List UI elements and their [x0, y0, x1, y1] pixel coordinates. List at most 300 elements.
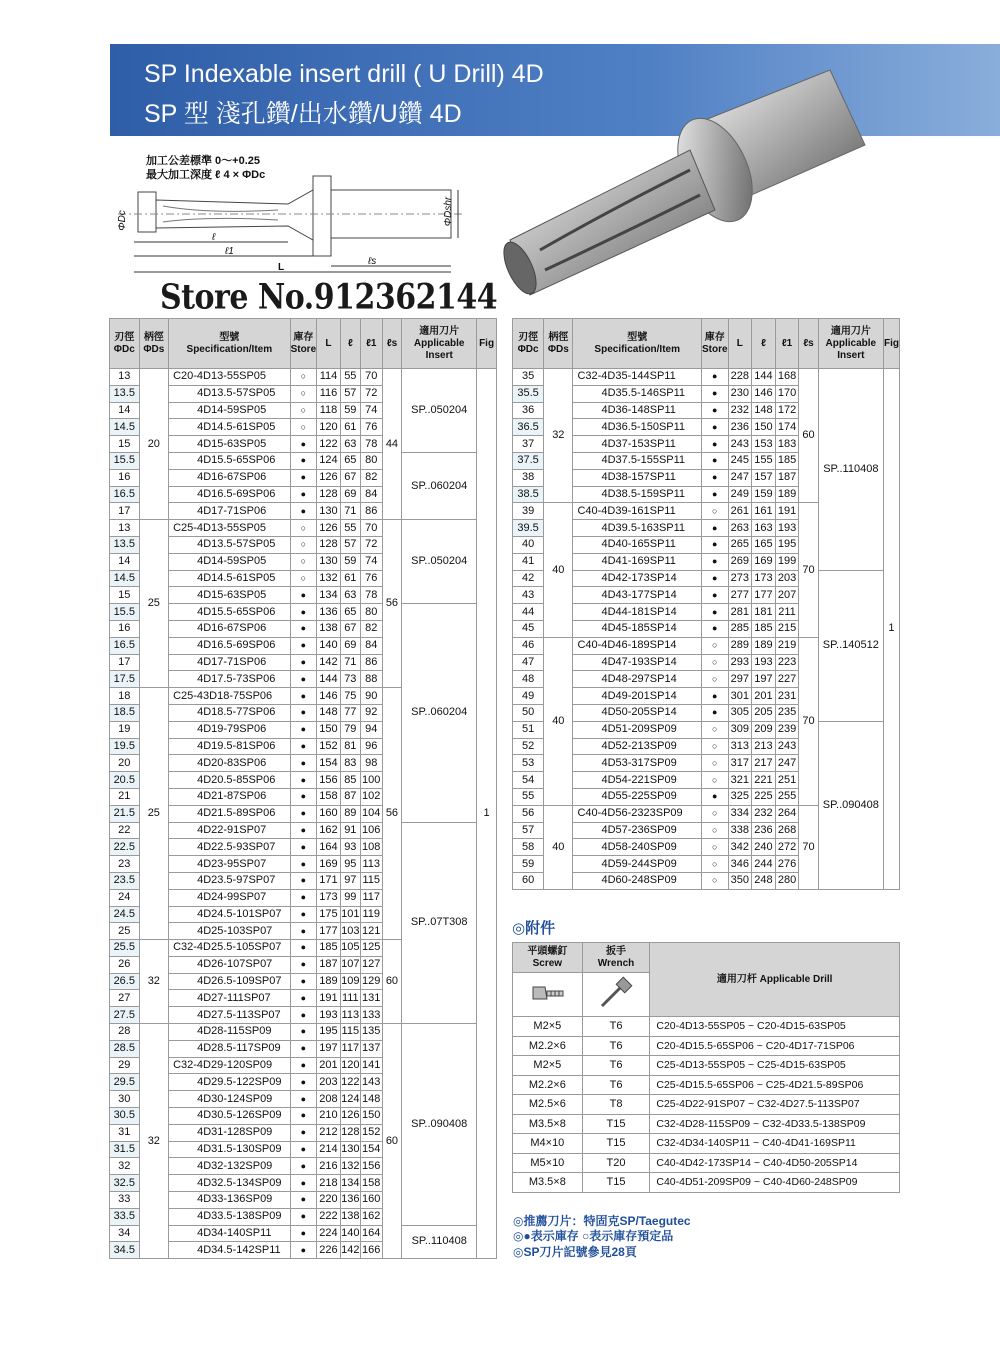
- cell-store: ●: [701, 704, 728, 721]
- table-row: [513, 1153, 900, 1173]
- cell-screw: M4×10: [513, 1134, 583, 1154]
- cell-l: 185: [752, 620, 776, 637]
- cell-spec: 4D20-83SP06: [169, 755, 290, 772]
- cell-spec: 4D54-221SP09: [573, 772, 702, 789]
- cell-L: 236: [728, 419, 752, 436]
- cell-spec: 4D36.5-150SP11: [573, 419, 702, 436]
- cell-store: ●: [290, 1208, 317, 1225]
- cell-spec: 4D43-177SP14: [573, 587, 702, 604]
- cell-l1: 94: [360, 721, 382, 738]
- cell-dc: 17.5: [110, 671, 140, 688]
- cell-L: 195: [317, 1024, 341, 1041]
- cell-store: ●: [701, 570, 728, 587]
- cell-spec: 4D19.5-81SP06: [169, 738, 290, 755]
- cell-L: 261: [728, 503, 752, 520]
- cell-dc: 22: [110, 822, 140, 839]
- cell-l1: 168: [775, 369, 799, 386]
- cell-l: 232: [752, 805, 776, 822]
- cell-spec: 4D19-79SP06: [169, 721, 290, 738]
- cell-l1: 183: [775, 436, 799, 453]
- cell-L: 120: [317, 419, 341, 436]
- cell-L: 247: [728, 469, 752, 486]
- cell-dc: 13: [110, 369, 140, 386]
- cell-spec: 4D16.5-69SP06: [169, 486, 290, 503]
- cell-spec: 4D47-193SP14: [573, 654, 702, 671]
- cell-l: 59: [340, 553, 360, 570]
- drill-photo: [500, 60, 880, 320]
- cell-dc: 32: [110, 1158, 140, 1175]
- cell-dc: 46: [513, 637, 544, 654]
- cell-dc: 15: [110, 587, 140, 604]
- cell-l: 201: [752, 688, 776, 705]
- cell-l1: 82: [360, 620, 382, 637]
- cell-dc: 60: [513, 872, 544, 889]
- cell-dc: 32.5: [110, 1175, 140, 1192]
- cell-drill: C40-4D51-209SP09 ~ C40-4D60-248SP09: [650, 1173, 900, 1193]
- table-row: [513, 1017, 900, 1037]
- cell-l1: 133: [360, 1007, 382, 1024]
- cell-l1: 78: [360, 436, 382, 453]
- cell-store: ●: [290, 956, 317, 973]
- cell-l: 61: [340, 570, 360, 587]
- cell-store: ●: [290, 654, 317, 671]
- cell-l: 109: [340, 973, 360, 990]
- cell-spec: 4D39.5-163SP11: [573, 520, 702, 537]
- cell-spec: 4D33.5-138SP09: [169, 1208, 290, 1225]
- cell-l: 134: [340, 1175, 360, 1192]
- cell-L: 243: [728, 436, 752, 453]
- cell-dc: 29: [110, 1057, 140, 1074]
- cell-L: 140: [317, 637, 341, 654]
- cell-L: 160: [317, 805, 341, 822]
- cell-l: 71: [340, 503, 360, 520]
- cell-dc: 36.5: [513, 419, 544, 436]
- cell-L: 346: [728, 856, 752, 873]
- col-ds-header: 柄徑 ΦDs: [139, 319, 169, 369]
- cell-ls: 60: [382, 940, 402, 1024]
- store-watermark: Store No.912362144: [160, 277, 498, 318]
- cell-dc: 38: [513, 469, 544, 486]
- cell-L: 321: [728, 772, 752, 789]
- cell-store: ○: [701, 822, 728, 839]
- cell-l: 217: [752, 755, 776, 772]
- cell-l1: 84: [360, 637, 382, 654]
- cell-l: 221: [752, 772, 776, 789]
- cell-spec: 4D14-59SP05: [169, 402, 290, 419]
- cell-l: 153: [752, 436, 776, 453]
- cell-l: 99: [340, 889, 360, 906]
- cell-ds: 40: [544, 637, 573, 805]
- cell-dc: 39: [513, 503, 544, 520]
- col-l1-header: ℓ1: [360, 319, 382, 369]
- col-l1-header: ℓ1: [775, 319, 799, 369]
- cell-store: ○: [701, 805, 728, 822]
- cell-l: 111: [340, 990, 360, 1007]
- cell-store: ○: [701, 654, 728, 671]
- cell-L: 138: [317, 620, 341, 637]
- cell-spec: 4D15-63SP05: [169, 587, 290, 604]
- cell-spec: 4D53-317SP09: [573, 755, 702, 772]
- cell-l1: 251: [775, 772, 799, 789]
- cell-screw: M3.5×8: [513, 1173, 583, 1193]
- cell-l1: 90: [360, 688, 382, 705]
- cell-L: 126: [317, 469, 341, 486]
- cell-store: ●: [290, 452, 317, 469]
- cell-L: 301: [728, 688, 752, 705]
- cell-l: 225: [752, 788, 776, 805]
- cell-store: ●: [290, 704, 317, 721]
- cell-store: ○: [701, 671, 728, 688]
- cell-ds: 20: [139, 369, 169, 520]
- cell-store: ●: [290, 1124, 317, 1141]
- cell-l: 177: [752, 587, 776, 604]
- cell-store: ●: [290, 469, 317, 486]
- cell-spec: 4D24-99SP07: [169, 889, 290, 906]
- cell-L: 148: [317, 704, 341, 721]
- cell-l1: 129: [360, 973, 382, 990]
- cell-store: ●: [701, 419, 728, 436]
- cell-drill: C25-4D13-55SP05 ~ C25-4D15-63SP05: [650, 1056, 900, 1076]
- cell-store: ●: [290, 1040, 317, 1057]
- cell-store: ●: [290, 1225, 317, 1242]
- cell-l: 59: [340, 402, 360, 419]
- cell-l1: 76: [360, 570, 382, 587]
- cell-ls: 70: [799, 503, 818, 637]
- cell-ls: 56: [382, 688, 402, 940]
- cell-store: ●: [290, 1074, 317, 1091]
- cell-L: 309: [728, 721, 752, 738]
- cell-l1: 125: [360, 940, 382, 957]
- cell-l: 67: [340, 469, 360, 486]
- cell-ls: 60: [799, 369, 818, 503]
- cell-l1: 170: [775, 385, 799, 402]
- cell-spec: 4D34-140SP11: [169, 1225, 290, 1242]
- cell-dc: 50: [513, 704, 544, 721]
- cell-spec: 4D20.5-85SP06: [169, 772, 290, 789]
- cell-spec: 4D15-63SP05: [169, 436, 290, 453]
- cell-L: 317: [728, 755, 752, 772]
- cell-store: ●: [290, 436, 317, 453]
- cell-spec: 4D52-213SP09: [573, 738, 702, 755]
- cell-l: 93: [340, 839, 360, 856]
- cell-dc: 59: [513, 856, 544, 873]
- cell-store: ○: [290, 419, 317, 436]
- cell-l1: 223: [775, 654, 799, 671]
- col-spec-header: 型號 Specification/Item: [573, 319, 702, 369]
- cell-dc: 35: [513, 369, 544, 386]
- cell-spec: 4D31.5-130SP09: [169, 1141, 290, 1158]
- cell-l: 120: [340, 1057, 360, 1074]
- cell-ls: 70: [799, 637, 818, 805]
- cell-dc: 15.5: [110, 452, 140, 469]
- cell-insert: SP..090408: [402, 1024, 477, 1226]
- cell-spec: 4D16-67SP06: [169, 469, 290, 486]
- cell-l: 209: [752, 721, 776, 738]
- cell-l1: 86: [360, 503, 382, 520]
- cell-L: 126: [317, 520, 341, 537]
- col-ls-header: ℓs: [382, 319, 402, 369]
- cell-dc: 14: [110, 402, 140, 419]
- cell-l: 236: [752, 822, 776, 839]
- cell-spec: 4D32-132SP09: [169, 1158, 290, 1175]
- cell-spec: 4D17-71SP06: [169, 503, 290, 520]
- cell-dc: 55: [513, 788, 544, 805]
- cell-l1: 211: [775, 604, 799, 621]
- cell-l1: 117: [360, 889, 382, 906]
- cell-dc: 15: [110, 436, 140, 453]
- cell-fig: 1: [477, 369, 497, 1259]
- cell-dc: 20: [110, 755, 140, 772]
- cell-l: 136: [340, 1192, 360, 1209]
- cell-dc: 34: [110, 1225, 140, 1242]
- cell-l: 95: [340, 856, 360, 873]
- cell-l: 169: [752, 553, 776, 570]
- cell-l1: 219: [775, 637, 799, 654]
- cell-spec: 4D48-297SP14: [573, 671, 702, 688]
- cell-spec: 4D37.5-155SP11: [573, 452, 702, 469]
- col-ls-header: ℓs: [799, 319, 818, 369]
- cell-l1: 239: [775, 721, 799, 738]
- cell-l1: 227: [775, 671, 799, 688]
- cell-store: ○: [290, 520, 317, 537]
- cell-dc: 16: [110, 620, 140, 637]
- cell-spec: 4D28.5-117SP09: [169, 1040, 290, 1057]
- table-row: [110, 1024, 497, 1041]
- cell-l1: 106: [360, 822, 382, 839]
- cell-spec: 4D31-128SP09: [169, 1124, 290, 1141]
- L-label: L: [278, 262, 285, 273]
- cell-dc: 25.5: [110, 940, 140, 957]
- cell-spec: C20-4D13-55SP05: [169, 369, 290, 386]
- cell-l: 205: [752, 704, 776, 721]
- cell-ls: 56: [382, 520, 402, 688]
- cell-insert: SP..060204: [402, 604, 477, 822]
- cell-l1: 199: [775, 553, 799, 570]
- cell-L: 285: [728, 620, 752, 637]
- cell-l1: 80: [360, 604, 382, 621]
- cell-l1: 119: [360, 906, 382, 923]
- cell-spec: 4D21-87SP06: [169, 788, 290, 805]
- cell-dc: 16.5: [110, 486, 140, 503]
- cell-l1: 207: [775, 587, 799, 604]
- cell-spec: 4D14.5-61SP05: [169, 570, 290, 587]
- cell-dc: 16: [110, 469, 140, 486]
- cell-insert: SP..110408: [818, 369, 883, 571]
- cell-l1: 78: [360, 587, 382, 604]
- cell-drill: C32-4D28-115SP09 ~ C32-4D33.5-138SP09: [650, 1114, 900, 1134]
- cell-dc: 48: [513, 671, 544, 688]
- cell-L: 171: [317, 872, 341, 889]
- cell-spec: 4D13.5-57SP05: [169, 385, 290, 402]
- cell-L: 177: [317, 923, 341, 940]
- cell-dc: 23.5: [110, 872, 140, 889]
- cell-dc: 28.5: [110, 1040, 140, 1057]
- legend-insert: ◎推薦刀片：特固克SP/Taegutec: [513, 1214, 691, 1228]
- cell-l1: 74: [360, 402, 382, 419]
- cell-store: ●: [701, 486, 728, 503]
- title-zh: SP 型 淺孔鑽/出水鑽/U鑽 4D: [144, 100, 462, 128]
- cell-store: ○: [290, 385, 317, 402]
- cell-dc: 31.5: [110, 1141, 140, 1158]
- cell-store: ●: [290, 587, 317, 604]
- cell-l: 77: [340, 704, 360, 721]
- cell-dc: 18: [110, 688, 140, 705]
- cell-spec: 4D28-115SP09: [169, 1024, 290, 1041]
- cell-spec: 4D25-103SP07: [169, 923, 290, 940]
- cell-spec: 4D38-157SP11: [573, 469, 702, 486]
- cell-dc: 19.5: [110, 738, 140, 755]
- cell-l1: 92: [360, 704, 382, 721]
- cell-l: 142: [340, 1242, 360, 1259]
- col-ds-header: 柄徑 ΦDs: [544, 319, 573, 369]
- cell-drill: C20-4D13-55SP05 ~ C20-4D15-63SP05: [650, 1017, 900, 1037]
- cell-ls: 44: [382, 369, 402, 520]
- cell-store: ●: [701, 520, 728, 537]
- cell-dc: 58: [513, 839, 544, 856]
- cell-l: 159: [752, 486, 776, 503]
- cell-spec: 4D41-169SP11: [573, 553, 702, 570]
- cell-store: ○: [701, 637, 728, 654]
- cell-l: 65: [340, 452, 360, 469]
- cell-l: 63: [340, 587, 360, 604]
- cell-store: ●: [701, 604, 728, 621]
- cell-spec: C32-4D35-144SP11: [573, 369, 702, 386]
- cell-l: 144: [752, 369, 776, 386]
- cell-L: 173: [317, 889, 341, 906]
- cell-store: ●: [290, 620, 317, 637]
- cell-l: 57: [340, 536, 360, 553]
- cell-spec: 4D23-95SP07: [169, 856, 290, 873]
- col-dc-header: 刃徑 ΦDc: [110, 319, 140, 369]
- cell-store: ●: [290, 1007, 317, 1024]
- cell-L: 197: [317, 1040, 341, 1057]
- cell-L: 201: [317, 1057, 341, 1074]
- cell-L: 132: [317, 570, 341, 587]
- cell-store: ○: [701, 872, 728, 889]
- cell-l: 61: [340, 419, 360, 436]
- cell-L: 216: [317, 1158, 341, 1175]
- cell-L: 185: [317, 940, 341, 957]
- cell-l1: 156: [360, 1158, 382, 1175]
- col-l-header: ℓ: [752, 319, 776, 369]
- cell-l: 97: [340, 872, 360, 889]
- cell-L: 232: [728, 402, 752, 419]
- cell-store: ●: [701, 553, 728, 570]
- cell-spec: 4D14-59SP05: [169, 553, 290, 570]
- cell-dc: 13.5: [110, 536, 140, 553]
- cell-l: 73: [340, 671, 360, 688]
- cell-store: ●: [290, 1024, 317, 1041]
- cell-L: 150: [317, 721, 341, 738]
- cell-ds: 32: [544, 369, 573, 503]
- cell-insert: SP..050204: [402, 520, 477, 604]
- cell-insert: SP..140512: [818, 570, 883, 721]
- cell-store: ●: [290, 738, 317, 755]
- cell-screw: M2.2×6: [513, 1075, 583, 1095]
- cell-l: 138: [340, 1208, 360, 1225]
- cell-spec: 4D36-148SP11: [573, 402, 702, 419]
- cell-l: 248: [752, 872, 776, 889]
- cell-l1: 247: [775, 755, 799, 772]
- col-L-header: L: [728, 319, 752, 369]
- cell-dc: 30.5: [110, 1108, 140, 1125]
- cell-dc: 43: [513, 587, 544, 604]
- cell-l1: 160: [360, 1192, 382, 1209]
- cell-l1: 243: [775, 738, 799, 755]
- cell-l1: 235: [775, 704, 799, 721]
- cell-store: ●: [290, 1108, 317, 1125]
- cell-L: 325: [728, 788, 752, 805]
- cell-L: 214: [317, 1141, 341, 1158]
- cell-L: 222: [317, 1208, 341, 1225]
- cell-dc: 17: [110, 503, 140, 520]
- cell-L: 128: [317, 486, 341, 503]
- cell-l: 69: [340, 637, 360, 654]
- cell-L: 245: [728, 452, 752, 469]
- cell-store: ●: [290, 1192, 317, 1209]
- cell-l1: 102: [360, 788, 382, 805]
- cell-dc: 27.5: [110, 1007, 140, 1024]
- cell-dc: 47: [513, 654, 544, 671]
- cell-dc: 20.5: [110, 772, 140, 789]
- cell-store: ●: [290, 788, 317, 805]
- cell-spec: 4D15.5-65SP06: [169, 604, 290, 621]
- cell-wrench: T15: [582, 1134, 650, 1154]
- cell-store: ●: [290, 637, 317, 654]
- cell-L: 208: [317, 1091, 341, 1108]
- cell-store: ●: [290, 856, 317, 873]
- cell-spec: 4D26-107SP07: [169, 956, 290, 973]
- cell-dc: 33.5: [110, 1208, 140, 1225]
- cell-L: 281: [728, 604, 752, 621]
- cell-l: 140: [340, 1225, 360, 1242]
- cell-spec: 4D60-248SP09: [573, 872, 702, 889]
- table-row: [513, 1095, 900, 1115]
- cell-spec: 4D26.5-109SP07: [169, 973, 290, 990]
- cell-dc: 23: [110, 856, 140, 873]
- cell-L: 273: [728, 570, 752, 587]
- cell-dc: 30: [110, 1091, 140, 1108]
- cell-spec: C40-4D39-161SP11: [573, 503, 702, 520]
- cell-l: 128: [340, 1124, 360, 1141]
- cell-l: 155: [752, 452, 776, 469]
- cell-l1: 131: [360, 990, 382, 1007]
- cell-L: 218: [317, 1175, 341, 1192]
- table-row: [110, 369, 497, 386]
- cell-l1: 162: [360, 1208, 382, 1225]
- col-spec-header: 型號 Specification/Item: [169, 319, 290, 369]
- cell-spec: 4D44-181SP14: [573, 604, 702, 621]
- cell-L: 338: [728, 822, 752, 839]
- cell-screw: M2.2×6: [513, 1036, 583, 1056]
- cell-l1: 82: [360, 469, 382, 486]
- cell-L: 193: [317, 1007, 341, 1024]
- cell-L: 305: [728, 704, 752, 721]
- cell-spec: 4D32.5-134SP09: [169, 1175, 290, 1192]
- cell-dc: 41: [513, 553, 544, 570]
- cell-store: ●: [290, 1175, 317, 1192]
- cell-drill: C32-4D34-140SP11 ~ C40-4D41-169SP11: [650, 1134, 900, 1154]
- cell-l1: 280: [775, 872, 799, 889]
- cell-store: ○: [701, 772, 728, 789]
- cell-store: ●: [701, 402, 728, 419]
- cell-L: 164: [317, 839, 341, 856]
- cell-ds: 25: [139, 688, 169, 940]
- cell-dc: 31: [110, 1124, 140, 1141]
- cell-l: 69: [340, 486, 360, 503]
- cell-l: 173: [752, 570, 776, 587]
- cell-l1: 255: [775, 788, 799, 805]
